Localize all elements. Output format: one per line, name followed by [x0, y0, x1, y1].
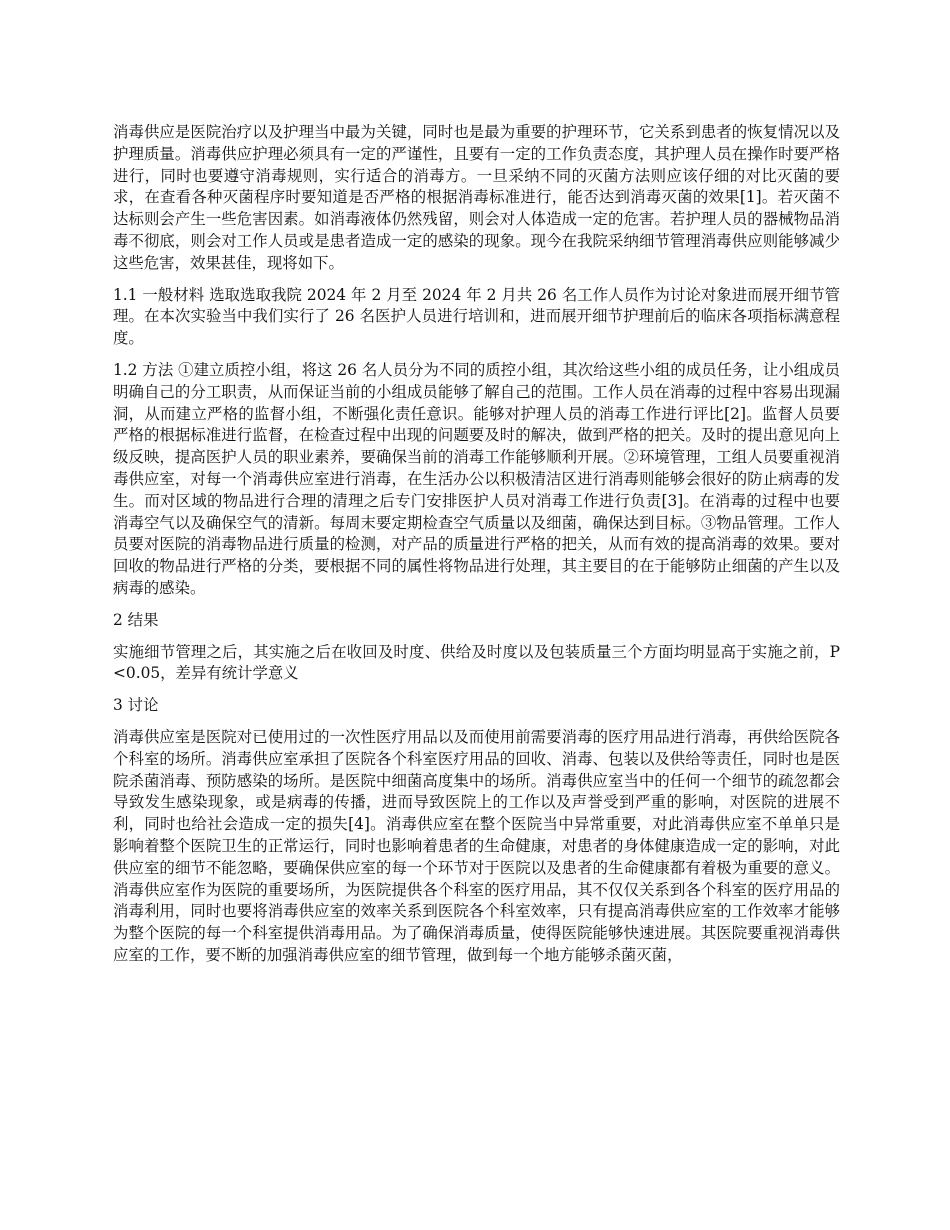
document-page: [113, 122, 840, 977]
results-heading: 2 结果: [113, 610, 159, 629]
discussion-heading: 3 讨论: [113, 696, 159, 715]
methods-paragraph: 1.2 方法 ①建立质控小组，将这 26 名人员分为不同的质控小组，其次给这些小组的成员任务，让小组成员明确自己的分工职责，从而保证当前的小组成员能够了解自己的范围。工作人员在消毒的过程中容易出现漏洞，从而建立严格的监督小组，不断强化责任意识。能够对护理人员的消毒工作进行评比[2]。监督人员要严格的根据标准进行监督，在检查过程中出现的问题要及时的解决，做到严格的把关。及时的提出意见向上级反映，提高医护人员的职业素养，要确保当前的消毒工作能够顺利开展。②环境管理，工组人员要重视消毒供应室，对每一个消毒供应室进行消毒，在生活办公以积极清洁区进行消毒则能够会很好的防止病毒的发生。而对区域的物品进行合理的清理之后专门安排医护人员对消毒工作进行负责[3]。在消毒的过程中也要消毒空气以及确保空气的清新。每周末要定期检查空气质量以及细菌，确保达到目标。③物品管理。工作人员要对医院的消毒物品进行质量的检测，对产品的质量进行严格的把关，从而有效的提高消毒的效果。要对回收的物品进行严格的分类，要根据不同的属性将物品进行处理，其主要目的在于能够防止细菌的产生以及病毒的感染。: [113, 360, 840, 597]
results-paragraph: 实施细节管理之后，其实施之后在收回及时度、供给及时度以及包装质量三个方面均明显高于实施之前，P<0.05，差异有统计学意义: [113, 642, 840, 683]
general-materials-paragraph: 1.1 一般材料 选取选取我院 2024 年 2 月至 2024 年 2 月共 26 名工作人员作为讨论对象进而展开细节管理。在本次实验当中我们实行了 26 名医护人员进行培训和，进而展开细节护理前后的临床各项指标满意程度。: [113, 285, 840, 348]
discussion-paragraph: 消毒供应室是医院对已使用过的一次性医疗用品以及而使用前需要消毒的医疗用品进行消毒，再供给医院各个科室的场所。消毒供应室承担了医院各个科室医疗用品的回收、消毒、包装以及供给等责任，同时也是医院杀菌消毒、预防感染的场所。是医院中细菌高度集中的场所。消毒供应室当中的任何一个细节的疏忽都会导致发生感染现象，或是病毒的传播，进而导致医院上的工作以及声誉受到严重的影响，对医院的进展不利，同时也给社会造成一定的损失[4]。消毒供应室在整个医院当中异常重要，对此消毒供应室不单单只是影响着整个医院卫生的正常运行，同时也影响着患者的生命健康，对患者的身体健康造成一定的影响，对此供应室的细节不能忽略，要确保供应室的每一个环节对于医院以及患者的生命健康都有着极为重要的意义。消毒供应室作为医院的重要场所，为医院提供各个科室的医疗用品，其不仅仅关系到各个科室的医疗用品的消毒利用，同时也要将消毒供应室的效率关系到医院各个科室效率，只有提高消毒供应室的工作效率才能够为整个医院的每一个科室提供消毒用品。为了确保消毒质量，使得医院能够快速进展。其医院要重视消毒供应室的工作，要不断的加强消毒供应室的细节管理，做到每一个地方能够杀菌灭菌，: [113, 727, 840, 964]
intro-paragraph: 消毒供应是医院治疗以及护理当中最为关键，同时也是最为重要的护理环节，它关系到患者的恢复情况以及护理质量。消毒供应护理必须具有一定的严谨性，且要有一定的工作负责态度，其护理人员在操作时要严格进行，同时也要遵守消毒规则，实行适合的消毒方。一旦采纳不同的灭菌方法则应该仔细的对比灭菌的要求，在查看各种灭菌程序时要知道是否严格的根据消毒标准进行，能否达到消毒灭菌的效果[1]。若灭菌不达标则会产生一些危害因素。如消毒液体仍然残留，则会对人体造成一定的危害。若护理人员的器械物品消毒不彻底，则会对工作人员或是患者造成一定的感染的现象。现今在我院采纳细节管理消毒供应则能够减少这些危害，效果甚佳，现将如下。: [113, 123, 840, 272]
